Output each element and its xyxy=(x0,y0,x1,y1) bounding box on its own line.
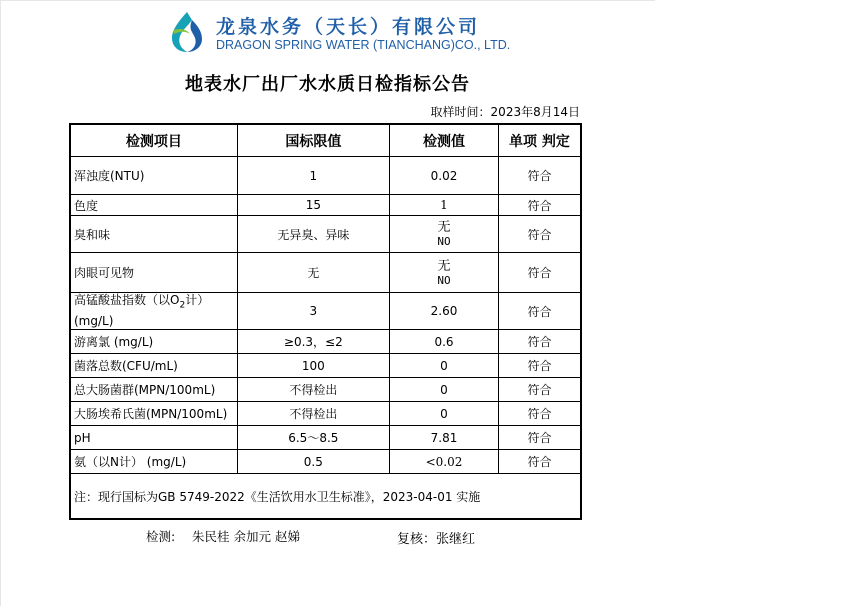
row-value-cn: 无 xyxy=(437,220,451,235)
row-value xyxy=(390,216,499,253)
row-limit: 不得检出 xyxy=(237,402,389,426)
water-quality-table xyxy=(69,123,582,520)
table-header-row xyxy=(70,124,581,157)
company-logo xyxy=(166,10,511,56)
row-item: 臭和味 xyxy=(70,216,237,253)
row-limit: ≥0.3，≤2 xyxy=(237,330,389,354)
table-note: 注：现行国标为GB 5749-2022《生活饮用水卫生标准》，2023-04-01 实施 xyxy=(70,474,581,520)
page-title: 地表水厂出厂水水质日检指标公告 xyxy=(185,74,470,95)
table-row xyxy=(70,402,581,426)
row-item-text-end: 计） xyxy=(185,293,210,308)
row-value: 0.02 xyxy=(390,157,499,195)
row-item: 浑浊度(NTU) xyxy=(70,157,237,195)
table-row xyxy=(70,216,581,253)
row-limit: 3 xyxy=(237,293,389,330)
row-item: 色度 xyxy=(70,195,237,216)
row-judge: 符合 xyxy=(498,253,581,293)
table-row xyxy=(70,426,581,450)
row-item-unit: (mg/L) xyxy=(74,313,114,328)
row-judge: 符合 xyxy=(498,378,581,402)
row-item: 大肠埃希氏菌(MPN/100mL) xyxy=(70,402,237,426)
row-judge: 符合 xyxy=(498,216,581,253)
row-value: 0 xyxy=(390,402,499,426)
row-value: 0 xyxy=(390,354,499,378)
row-value: 1 xyxy=(390,195,499,216)
sample-time: 取样时间：2023年8月14日 xyxy=(430,105,580,119)
table-row xyxy=(70,378,581,402)
company-name-cn: 龙泉水务（天长）有限公司 xyxy=(216,16,481,38)
row-value xyxy=(390,253,499,293)
row-judge: 符合 xyxy=(498,195,581,216)
row-item xyxy=(70,293,237,330)
row-item: 氨（以N计） (mg/L) xyxy=(70,450,237,474)
header-item: 检测项目 xyxy=(70,124,237,157)
row-limit: 1 xyxy=(237,157,389,195)
row-judge: 符合 xyxy=(498,426,581,450)
row-judge: 符合 xyxy=(498,330,581,354)
reviewer: 复核：张继红 xyxy=(397,532,476,547)
row-value-en: NO xyxy=(437,273,451,287)
row-limit: 不得检出 xyxy=(237,378,389,402)
page-edge-top xyxy=(0,0,655,1)
table-note-row xyxy=(70,474,581,520)
row-judge: 符合 xyxy=(498,450,581,474)
header-limit: 国标限值 xyxy=(237,124,389,157)
header-judge: 单项 判定 xyxy=(498,124,581,157)
row-item: 总大肠菌群(MPN/100mL) xyxy=(70,378,237,402)
row-judge: 符合 xyxy=(498,402,581,426)
row-item: pH xyxy=(70,426,237,450)
row-value: 0.6 xyxy=(390,330,499,354)
row-item: 菌落总数(CFU/mL) xyxy=(70,354,237,378)
row-limit: 6.5～8.5 xyxy=(237,426,389,450)
row-item-text: 高锰酸盐指数（以O xyxy=(74,293,180,308)
row-value-cn: 无 xyxy=(437,258,451,274)
table-row xyxy=(70,450,581,474)
row-item: 肉眼可见物 xyxy=(70,253,237,293)
company-name-en: DRAGON SPRING WATER (TIANCHANG)CO., LTD. xyxy=(216,38,511,52)
row-item-subscript: 2 xyxy=(179,300,186,311)
row-value-en: NO xyxy=(437,235,451,248)
row-item: 游离氯 (mg/L) xyxy=(70,330,237,354)
table-row xyxy=(70,253,581,293)
inspect-label: 检测: xyxy=(146,529,176,544)
row-judge: 符合 xyxy=(498,354,581,378)
row-judge: 符合 xyxy=(498,157,581,195)
row-value: 0 xyxy=(390,378,499,402)
inspector-names: 朱民桂 余加元 赵娣 xyxy=(192,529,300,544)
water-drop-swirl-icon xyxy=(166,10,208,54)
row-limit: 无 xyxy=(237,253,389,293)
row-judge: 符合 xyxy=(498,293,581,330)
row-value: 2.60 xyxy=(390,293,499,330)
row-value: <0.02 xyxy=(390,450,499,474)
row-value: 7.81 xyxy=(390,426,499,450)
table-row xyxy=(70,293,581,330)
header-value: 检测值 xyxy=(390,124,499,157)
signature-row xyxy=(146,527,606,545)
table-row xyxy=(70,354,581,378)
row-limit: 0.5 xyxy=(237,450,389,474)
row-limit: 100 xyxy=(237,354,389,378)
table-row xyxy=(70,157,581,195)
table-row xyxy=(70,330,581,354)
table-row xyxy=(70,195,581,216)
row-limit: 15 xyxy=(237,195,389,216)
row-limit: 无异臭、异味 xyxy=(237,216,389,253)
